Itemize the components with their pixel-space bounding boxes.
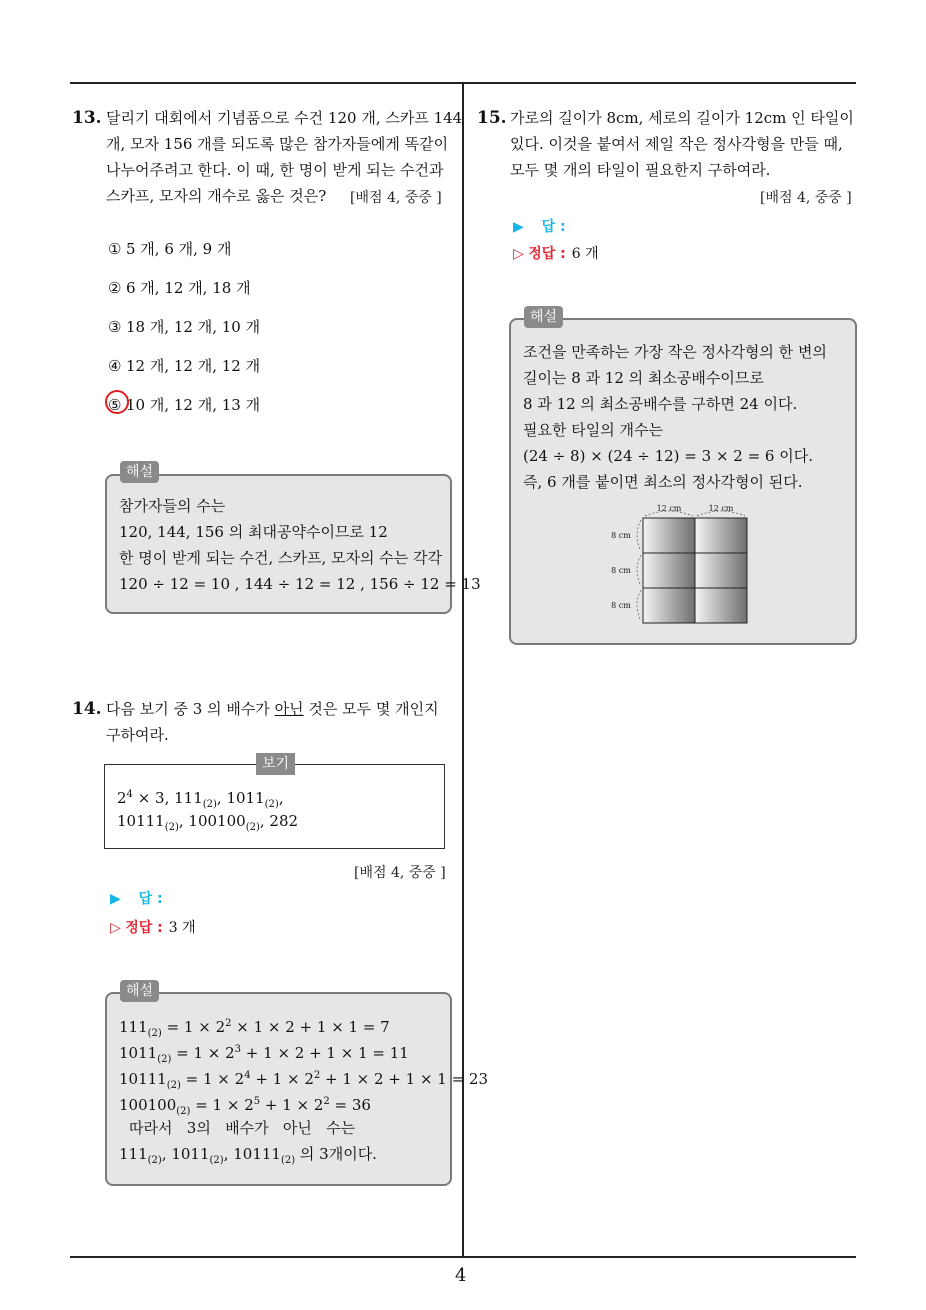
explanation-line: 8 과 12 의 최소공배수를 구하면 24 이다. (523, 395, 798, 413)
explanation-line: $111_{(2)} = 1 \times 2^2 \times 1 \times 2 + 1 \times 1 = 7$ (119, 1018, 390, 1039)
explanation-tag: 해설 (120, 461, 159, 483)
choice-3[interactable]: ③ 18 개, 12 개, 10 개 (108, 318, 261, 336)
explanation-line: $111_{(2)}$, $1011_{(2)}$, $10111_{(2)}$ 의 3개이다. (119, 1145, 377, 1166)
explanation-tag: 해설 (524, 306, 563, 328)
bottom-rule (70, 1256, 856, 1258)
explanation-line: $100100_{(2)} = 1 \times 2^5 + 1 \times 2^2 = 36$ (119, 1096, 371, 1117)
explanation-line: 120 ÷ 12 = 10 , 144 ÷ 12 = 12 , 156 ÷ 12 = 13 (119, 575, 481, 593)
answer-circle-mark (105, 390, 129, 414)
tile (643, 518, 695, 553)
tile (695, 553, 747, 588)
height-label: 8 cm (611, 566, 631, 575)
correct-answer-row: ▷ 정답 : 3 개 (110, 920, 196, 936)
tile-figure (611, 504, 771, 628)
explanation-line: $10111_{(2)} = 1 \times 2^4 + 1 \times 2^2 + 1 \times 2 + 1 \times 1 = 23$ (119, 1070, 489, 1091)
choice-1[interactable]: ① 5 개, 6 개, 9 개 (108, 240, 232, 258)
explanation-line: 조건을 만족하는 가장 작은 정사각형의 한 변의 (523, 343, 827, 361)
question-text-line: 모두 몇 개의 타일이 필요한지 구하여라. (510, 161, 771, 179)
choice-4[interactable]: ④ 12 개, 12 개, 12 개 (108, 357, 261, 375)
score-label: [배점 4, 중중 ] (350, 190, 442, 206)
explanation-line: 따라서 3의 배수가 아닌 수는 (129, 1119, 356, 1137)
explanation-line: 한 명이 받게 되는 수건, 스카프, 모자의 수는 각각 (119, 549, 442, 567)
explanation-line: $1011_{(2)} = 1 \times 2^3 + 1 \times 2 + 1 \times 1 = 11$ (119, 1044, 409, 1065)
correct-answer-row: ▷ 정답 : 6 개 (513, 246, 599, 262)
explanation-tag: 해설 (120, 980, 159, 1002)
explanation-box (105, 474, 481, 614)
tile (643, 553, 695, 588)
question-text-line: 스카프, 모자의 개수로 옳은 것은? (106, 187, 327, 205)
example-box (104, 764, 445, 849)
explanation-line: 참가자들의 수는 (119, 497, 226, 515)
explanation-line: 길이는 8 과 12 의 최소공배수이므로 (523, 369, 764, 387)
score-label: [배점 4, 중중 ] (760, 190, 852, 206)
question-text-line: 다음 보기 중 3 의 배수가 아닌 것은 모두 몇 개인지 (106, 700, 439, 718)
question-text-line: 있다. 이것을 붙여서 제일 작은 정사각형을 만들 때, (510, 135, 843, 153)
question-text-line: 달리기 대회에서 기념품으로 수건 120 개, 스카프 144 (106, 109, 463, 127)
choice-2[interactable]: ② 6 개, 12 개, 18 개 (108, 279, 251, 297)
explanation-line: 필요한 타일의 개수는 (523, 421, 663, 439)
explanation-line: 즉, 6 개를 붙이면 최소의 정사각형이 된다. (523, 473, 803, 491)
explanation-box (105, 992, 489, 1186)
tile (695, 518, 747, 553)
answer-input-row[interactable]: ▶ 답 : (513, 219, 566, 235)
question-number: 14. (72, 699, 102, 719)
width-label: 12 cm (708, 504, 734, 513)
question-number: 13. (72, 108, 102, 128)
score-label: [배점 4, 중중 ] (354, 865, 446, 881)
explanation-box (509, 318, 857, 645)
answer-input-row[interactable]: ▶ 답 : (110, 891, 163, 907)
tile (643, 588, 695, 623)
height-label: 8 cm (611, 601, 631, 610)
outline-triangle-icon: ▷ (513, 246, 524, 262)
choice-5[interactable]: ⑤ 10 개, 12 개, 13 개 (108, 396, 261, 414)
example-tag: 보기 (256, 753, 295, 775)
explanation-line: 120, 144, 156 의 최대공약수이므로 12 (119, 523, 388, 541)
question-text-line: 구하여라. (106, 726, 169, 744)
underlined-word: 아닌 (274, 700, 304, 718)
play-triangle-icon: ▶ (513, 219, 524, 235)
outline-triangle-icon: ▷ (110, 920, 121, 936)
question-text-line: 가로의 길이가 8cm, 세로의 길이가 12cm 인 타일이 (510, 109, 854, 127)
example-line-2: $10111_{(2)}$, $100100_{(2)}$, 282 (117, 812, 299, 833)
tile (695, 588, 747, 623)
example-line-1: $2^4 \times 3$, $111_{(2)}$, $1011_{(2)}$, (117, 789, 284, 810)
question-text-line: 개, 모자 156 개를 되도록 많은 참가자들에게 똑같이 (106, 135, 449, 153)
question-number: 15. (477, 108, 507, 128)
height-label: 8 cm (611, 531, 631, 540)
explanation-line: (24 ÷ 8) × (24 ÷ 12) = 3 × 2 = 6 이다. (523, 447, 813, 465)
width-label: 12 cm (656, 504, 682, 513)
page-number: 4 (455, 1265, 467, 1286)
question-text-line: 나누어주려고 한다. 이 때, 한 명이 받게 되는 수건과 (106, 161, 444, 179)
tile-grid (643, 518, 747, 623)
play-triangle-icon: ▶ (110, 891, 121, 907)
